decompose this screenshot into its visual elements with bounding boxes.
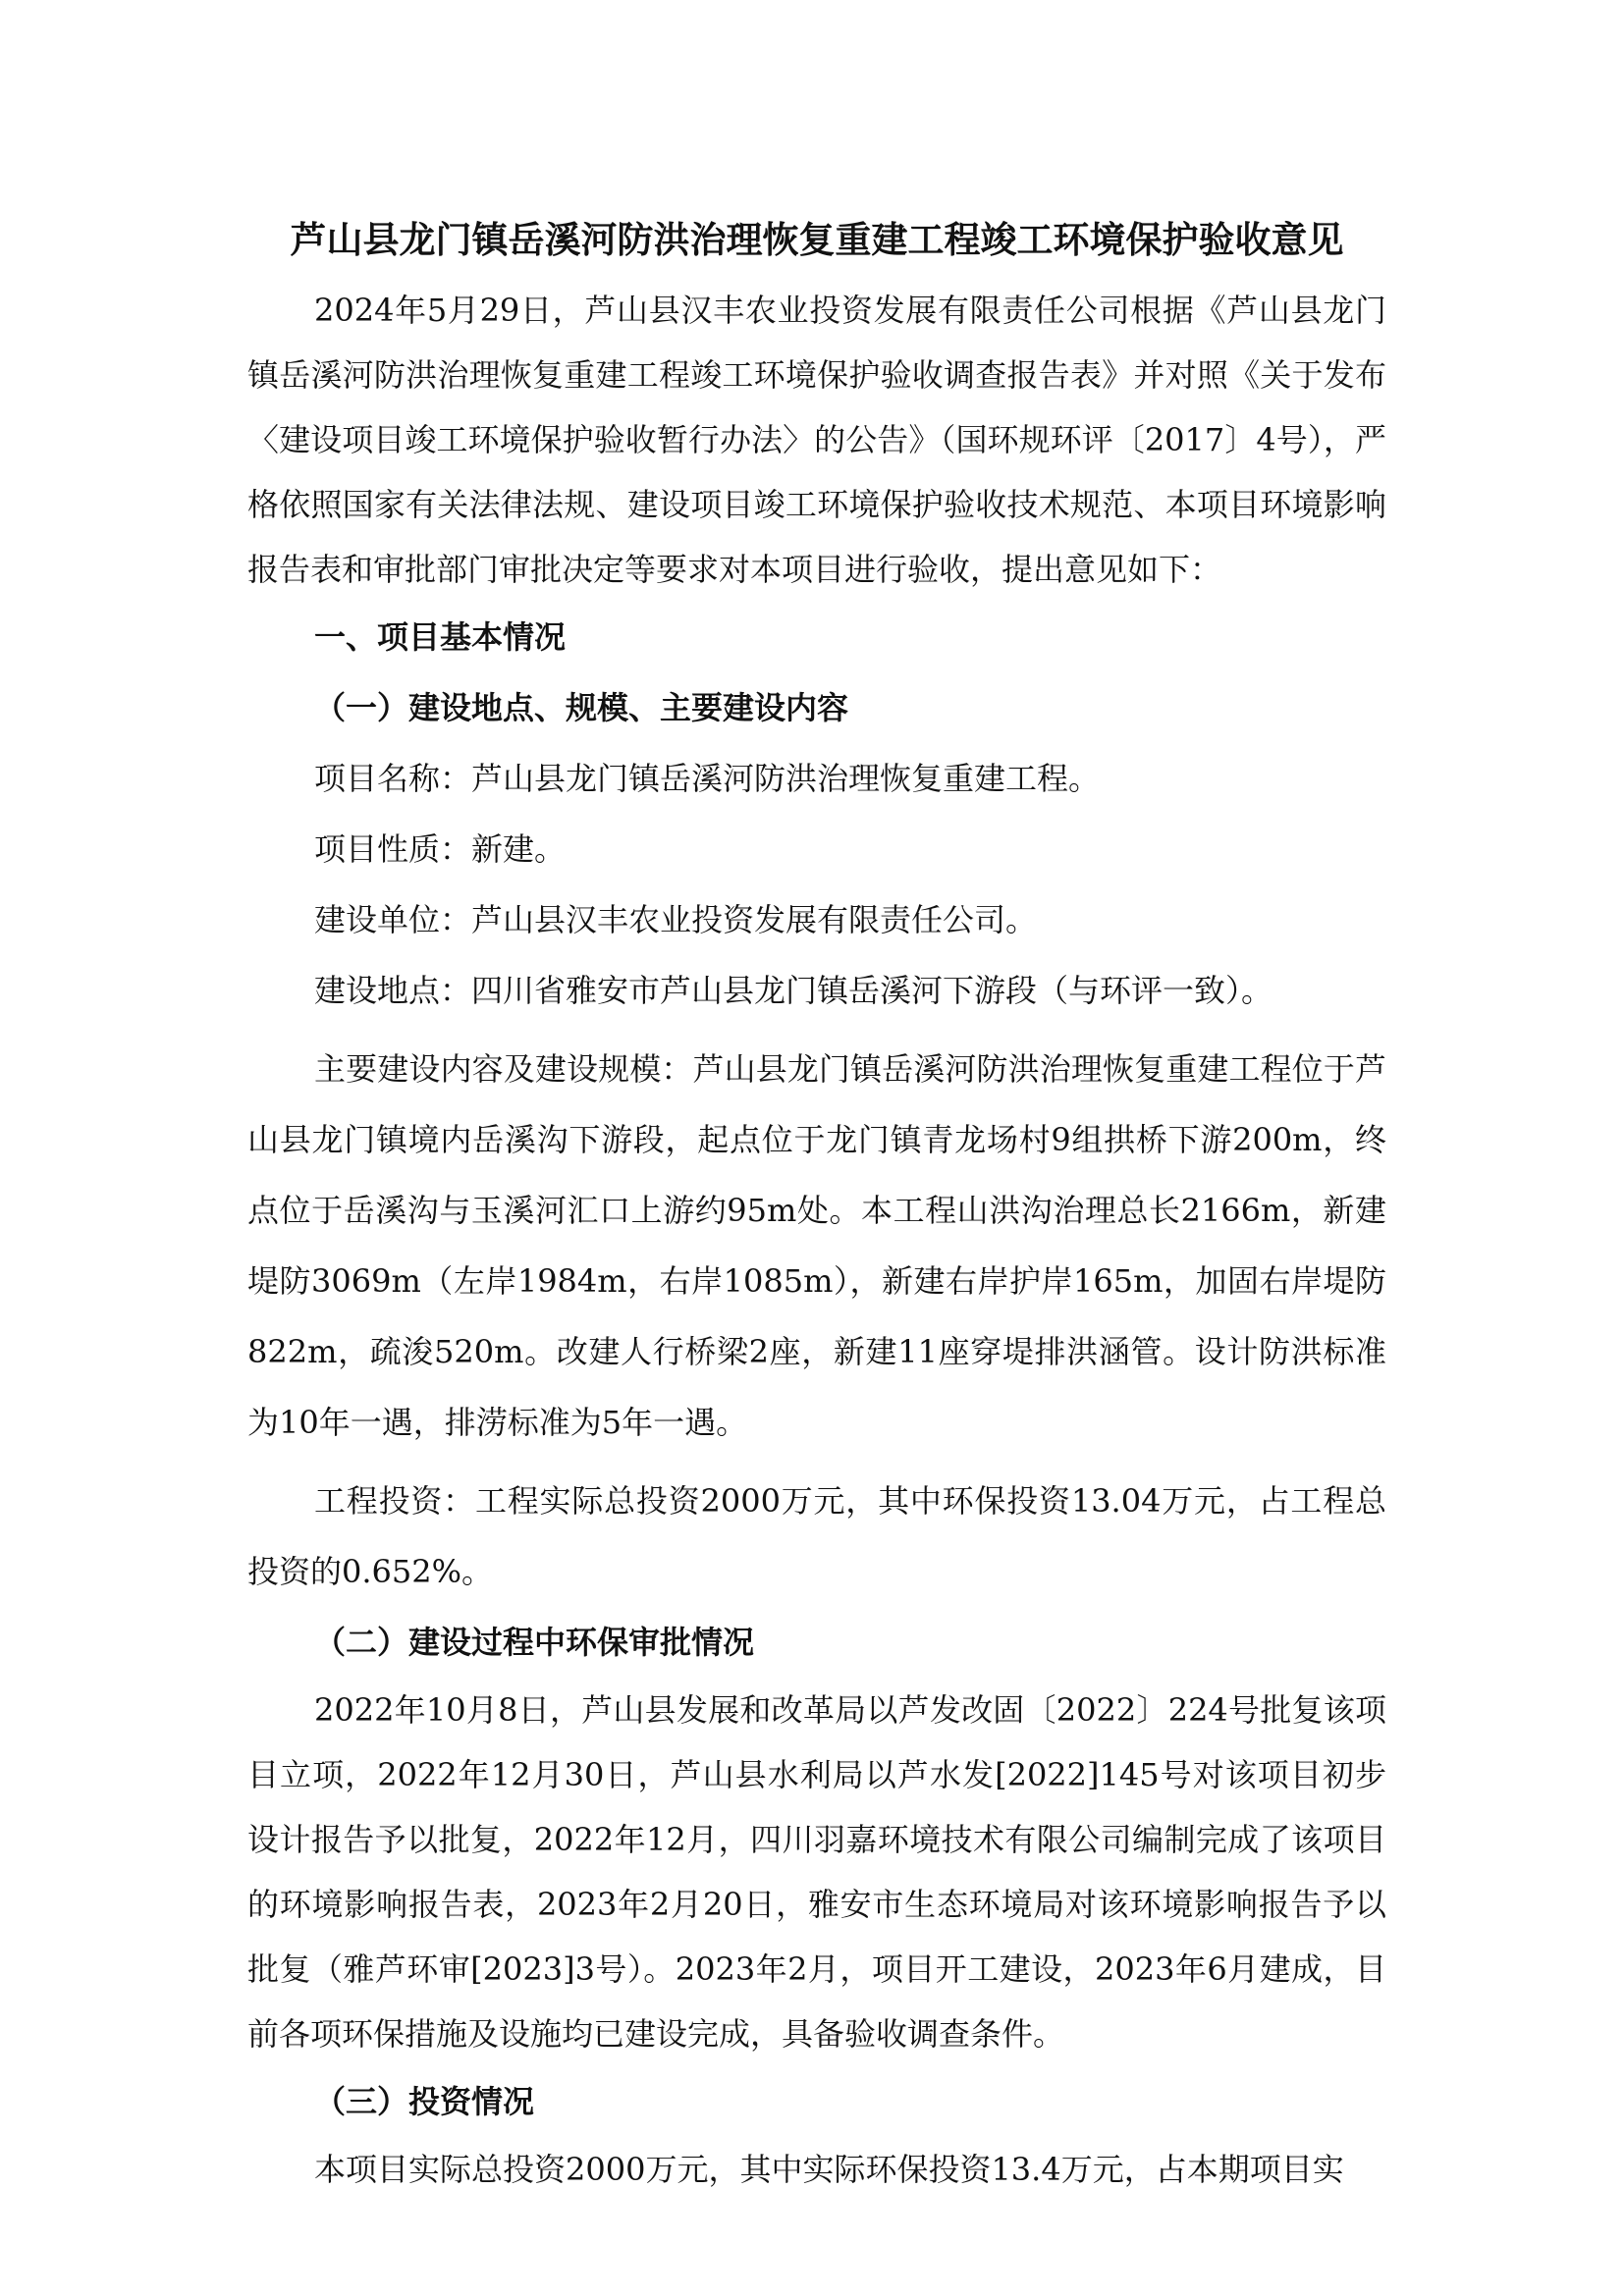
document-title: 芦山县龙门镇岳溪河防洪治理恢复重建工程竣工环境保护验收意见 bbox=[290, 218, 1344, 261]
document-page bbox=[247, 201, 1386, 2202]
subsection-heading-approval: （二）建设过程中环保审批情况 bbox=[314, 1624, 755, 1661]
construction-site-line: 建设地点：四川省雅安市芦山县龙门镇岳溪河下游段（与环评一致）。 bbox=[314, 972, 1273, 1009]
subsection-heading-location-scale: （一）建设地点、规模、主要建设内容 bbox=[314, 689, 849, 726]
project-name-line: 项目名称：芦山县龙门镇岳溪河防洪治理恢复重建工程。 bbox=[314, 760, 1101, 797]
project-nature-line: 项目性质：新建。 bbox=[314, 830, 567, 868]
investment-details-paragraph: 本项目实际总投资2000万元，其中实际环保投资13.4万元，占本期项目实 bbox=[314, 2151, 1344, 2188]
main-content-paragraph: 主要建设内容及建设规模：芦山县龙门镇岳溪河防洪治理恢复重建工程位于芦山县龙门镇境内岳溪沟下游段，起点位于龙门镇青龙场村9组拱桥下游200m，终点位于岳溪沟与玉溪河汇口上游约95m处。本工程山洪沟治理总长2166m，新建堤防3069m（左岸1984m，右岸1085m），新建右岸护岸165m，加固右岸堤防822m，疏浚520m。改建人行桥梁2座，新建11座穿堤排洪涵管。设计防洪标准为10年一遇，排涝标准为5年一遇。 bbox=[247, 1050, 1386, 1441]
investment-paragraph: 工程投资：工程实际总投资2000万元，其中环保投资13.04万元，占工程总投资的0.652%。 bbox=[247, 1482, 1386, 1590]
approval-paragraph: 2022年10月8日，芦山县发展和改革局以芦发改固〔2022〕224号批复该项目立项，2022年12月30日，芦山县水利局以芦水发[2022]145号对该项目初步设计报告予以批复，2022年12月，四川羽嘉环境技术有限公司编制完成了该项目的环境影响报告表，2023年2月20日，雅安市生态环境局对该环境影响报告予以批复（雅芦环审[2023]3号）。2023年2月，项目开工建设，2023年6月建成，目前各项环保措施及设施均已建设完成，具备验收调查条件。 bbox=[247, 1691, 1386, 2053]
subsection-heading-investment: （三）投资情况 bbox=[314, 2083, 535, 2120]
construction-unit-line: 建设单位：芦山县汉丰农业投资发展有限责任公司。 bbox=[314, 901, 1038, 938]
section-heading-basic-info: 一、项目基本情况 bbox=[314, 618, 567, 656]
intro-paragraph: 2024年5月29日，芦山县汉丰农业投资发展有限责任公司根据《芦山县龙门镇岳溪河防洪治理恢复重建工程竣工环境保护验收调查报告表》并对照《关于发布〈建设项目竣工环境保护验收暂行办法〉的公告》（国环规环评〔2017〕4号），严格依照国家有关法律法规、建设项目竣工环境保护验收技术规范、本项目环境影响报告表和审批部门审批决定等要求对本项目进行验收，提出意见如下： bbox=[247, 292, 1386, 588]
